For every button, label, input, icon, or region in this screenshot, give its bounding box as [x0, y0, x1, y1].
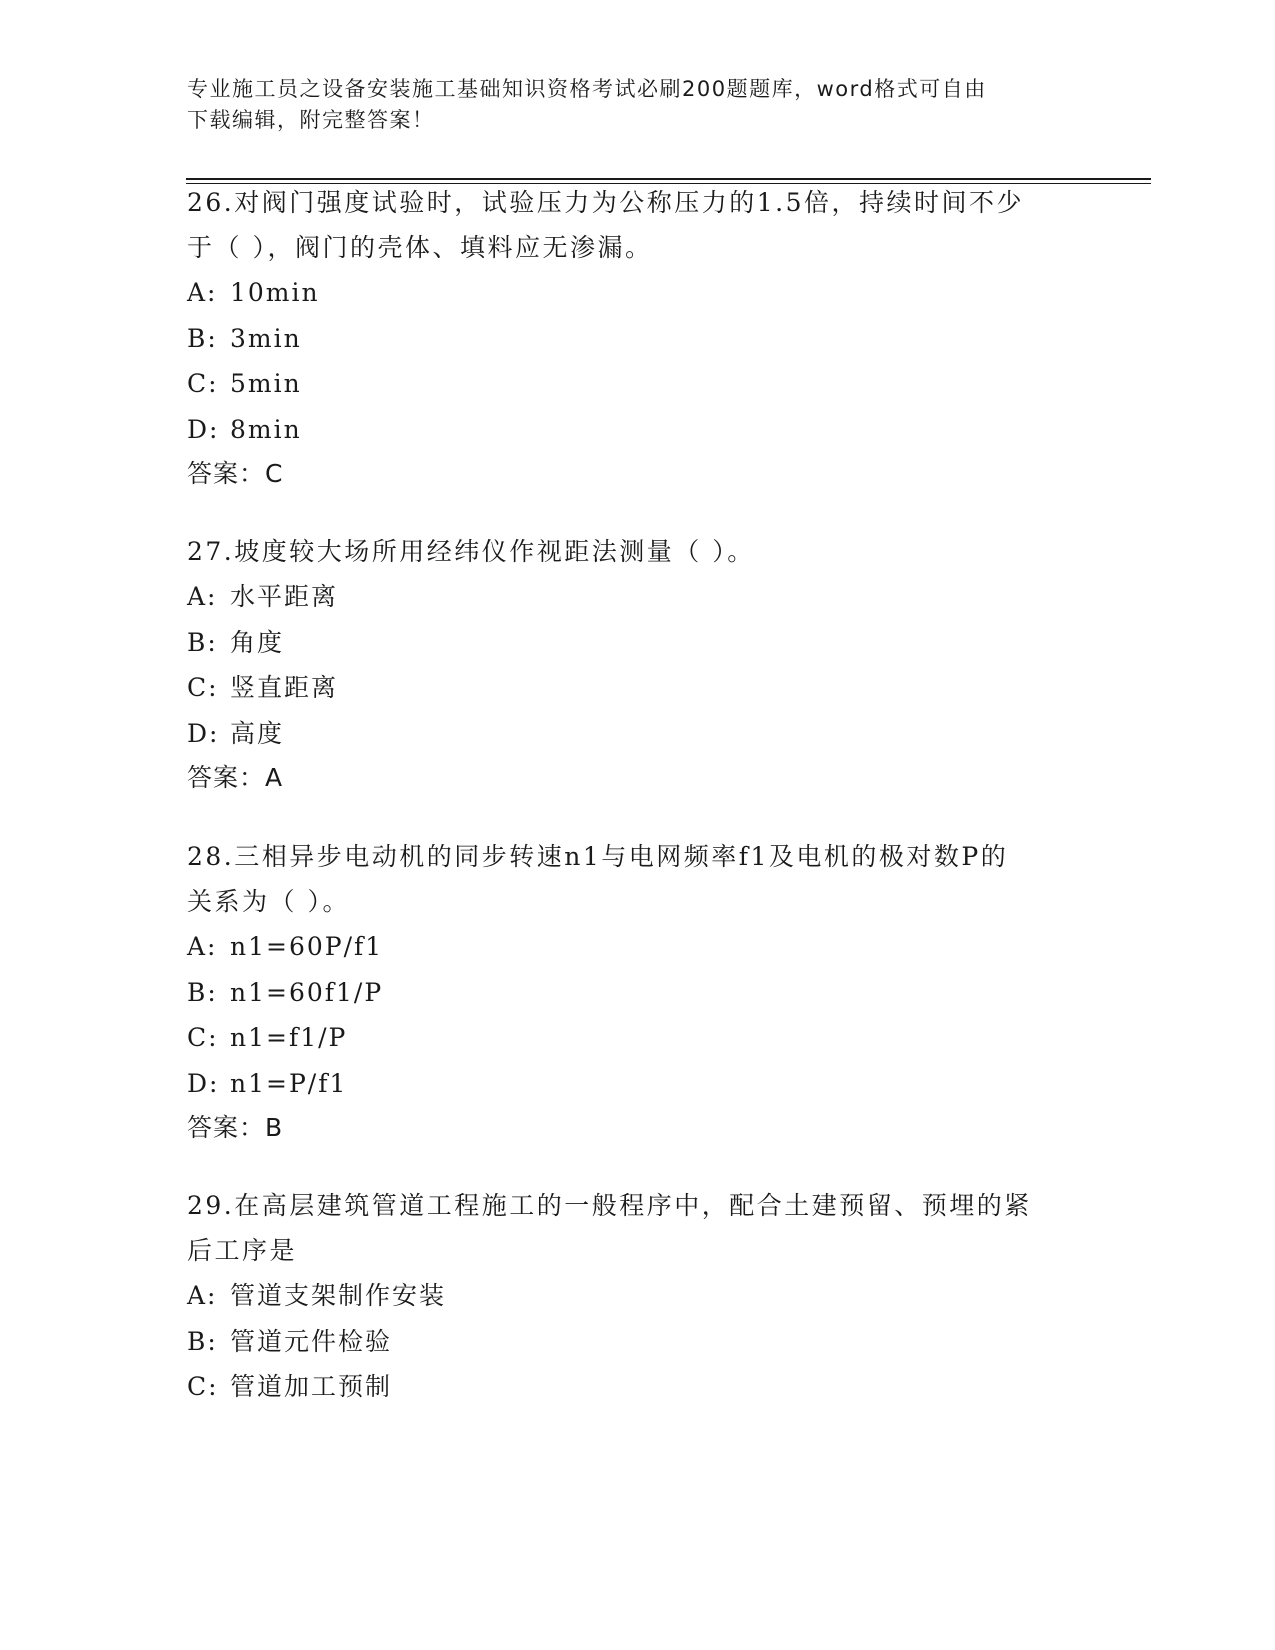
option-letter: A: — [187, 932, 218, 961]
option-c — [187, 1364, 1087, 1410]
option-c — [187, 665, 1087, 711]
header-line-1: 专业施工员之设备安装施工基础知识资格考试必刷200题题库，word格式可自由 — [187, 77, 987, 101]
option-letter: A: — [187, 278, 218, 307]
question-stem-line-1: 26.对阀门强度试验时，试验压力为公称压力的1.5倍，持续时间不少 — [187, 188, 1025, 217]
question-stem-line-2: 关系为（ ）。 — [187, 887, 350, 916]
option-text: 高度 — [230, 718, 285, 748]
question-stem-line-1: 29.在高层建筑管道工程施工的一般程序中，配合土建预留、预埋的紧 — [187, 1191, 1032, 1220]
option-text: n1=f1/P — [230, 1023, 348, 1052]
document-header — [187, 74, 1067, 136]
option-text: n1=60P/f1 — [230, 932, 384, 961]
option-a — [187, 924, 1087, 970]
header-line-2: 下载编辑，附完整答案！ — [187, 108, 435, 132]
option-letter: C: — [187, 1372, 219, 1401]
question-stem-line-2: 于（ ），阀门的壳体、填料应无渗漏。 — [187, 233, 653, 262]
option-text: n1=60f1/P — [230, 977, 384, 1007]
question-29 — [187, 1183, 1087, 1410]
option-c — [187, 1015, 1087, 1061]
question-stem-line-2: 后工序是 — [187, 1236, 298, 1265]
option-c — [187, 361, 1087, 407]
option-d — [187, 711, 1087, 757]
option-text: 水平距离 — [230, 582, 339, 611]
option-text: 管道加工预制 — [230, 1372, 393, 1401]
option-text: 8min — [230, 414, 302, 444]
answer-text: 答案：A — [187, 763, 284, 792]
option-letter: C: — [187, 1023, 219, 1052]
option-letter: C: — [187, 369, 219, 398]
question-28 — [187, 834, 1087, 1150]
option-letter: D: — [187, 718, 220, 748]
option-letter: B: — [187, 977, 218, 1007]
option-letter: B: — [187, 627, 218, 657]
option-b — [187, 970, 1087, 1016]
option-letter: B: — [187, 1326, 218, 1356]
option-text: 10min — [230, 278, 320, 307]
answer-text: 答案：C — [187, 459, 284, 488]
option-b — [187, 620, 1087, 666]
question-stem-line-1: 28.三相异步电动机的同步转速n1与电网频率f1及电机的极对数P的 — [187, 842, 1009, 871]
question-stem-line-1: 27.坡度较大场所用经纬仪作视距法测量（ ）。 — [187, 537, 755, 566]
option-letter: D: — [187, 1068, 220, 1098]
question-27 — [187, 529, 1087, 800]
option-a — [187, 1273, 1087, 1319]
option-a — [187, 270, 1087, 316]
option-b — [187, 1319, 1087, 1365]
option-letter: A: — [187, 1281, 218, 1310]
option-d — [187, 407, 1087, 453]
option-text: 3min — [230, 323, 302, 353]
option-text: 竖直距离 — [230, 673, 339, 702]
option-text: 管道支架制作安装 — [230, 1281, 447, 1310]
question-26 — [187, 180, 1087, 496]
option-letter: B: — [187, 323, 218, 353]
answer-text: 答案：B — [187, 1113, 284, 1142]
option-b — [187, 316, 1087, 362]
option-text: 5min — [230, 369, 302, 398]
option-letter: A: — [187, 582, 218, 611]
option-a — [187, 574, 1087, 620]
option-text: 角度 — [230, 627, 285, 657]
option-letter: C: — [187, 673, 219, 702]
option-text: n1=P/f1 — [230, 1068, 348, 1098]
option-letter: D: — [187, 414, 220, 444]
option-d — [187, 1061, 1087, 1107]
option-text: 管道元件检验 — [230, 1326, 393, 1356]
